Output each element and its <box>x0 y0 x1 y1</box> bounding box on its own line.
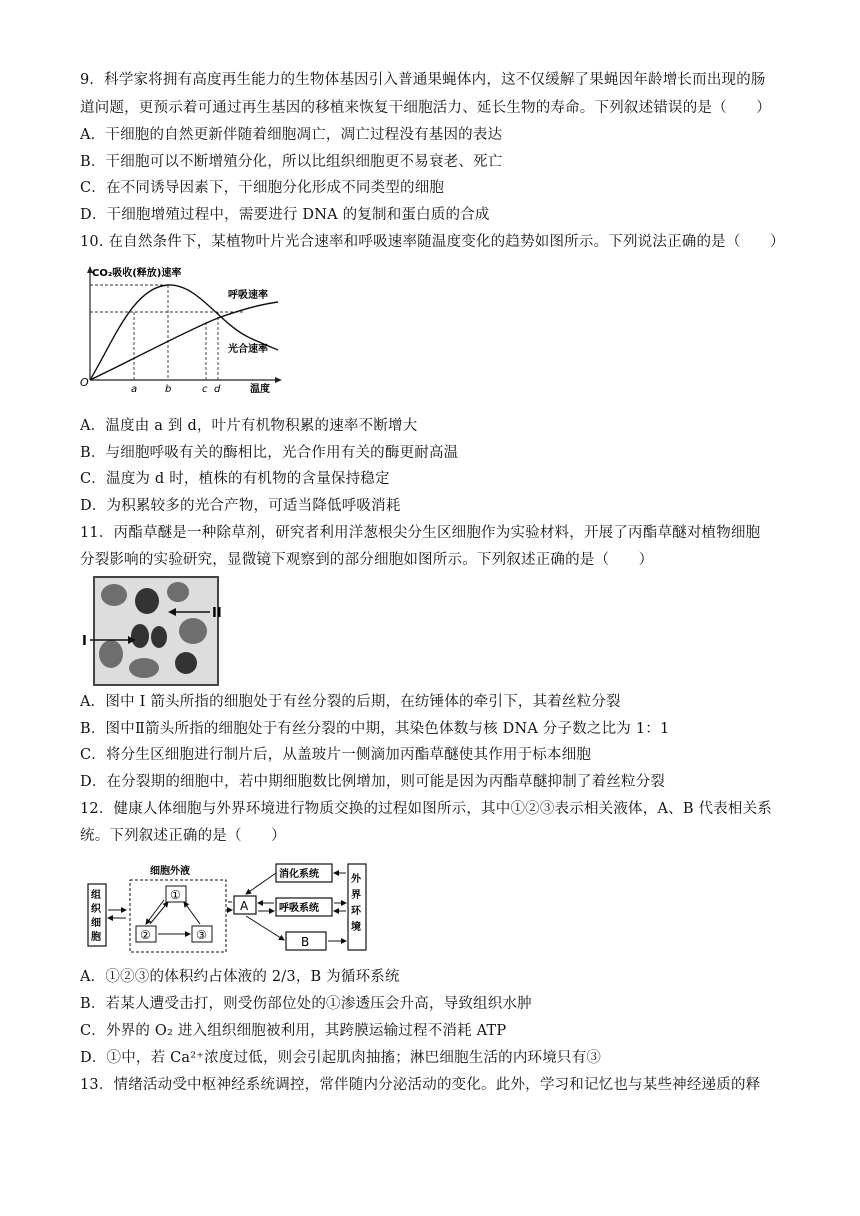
q9-option-b: B．干细胞可以不断增殖分化，所以比组织细胞更不易衰老、死亡 <box>80 154 503 170</box>
tissue-3: 细 <box>91 918 101 929</box>
q9-stem-line1: 9．科学家将拥有高度再生能力的生物体基因引入普通果蝇体内，这不仅缓解了果蝇因年龄增长而出现的肠 <box>80 72 766 88</box>
respiration-curve <box>90 302 278 380</box>
node-b: B <box>301 935 310 949</box>
q9-stem-line2: 道问题，更预示着可通过再生基因的移植来恢复干细胞活力、延长生物的寿命。下列叙述错误的是（ ） <box>80 100 771 116</box>
q12-stem-line2: 统。下列叙述正确的是（ ） <box>80 828 286 844</box>
q10-option-c: C．温度为 d 时，植株的有机物的含量保持稳定 <box>80 471 390 487</box>
x-axis-label: 温度 <box>250 384 270 395</box>
node-a: A <box>240 899 249 913</box>
q11-option-a: A．图中 I 箭头所指的细胞处于有丝分裂的后期，在纺锤体的牵引下，其着丝粒分裂 <box>80 694 621 710</box>
tick-d: d <box>214 384 221 395</box>
q12-stem-line1: 12．健康人体细胞与外界环境进行物质交换的过程如图所示，其中①②③表示相关液体，A、B 代表相关系 <box>80 801 772 817</box>
tick-b: b <box>165 384 172 395</box>
ecf-label: 细胞外液 <box>150 866 190 877</box>
q12-option-b: B．若某人遭受击打，则受伤部位处的①渗透压会升高，导致组织水肿 <box>80 996 532 1012</box>
env-1: 外 <box>351 874 361 885</box>
tick-c: c <box>202 384 208 395</box>
respiration-label: 呼吸速率 <box>228 290 268 301</box>
y-axis-label: CO₂吸收(释放)速率 <box>92 268 182 279</box>
q11-option-c: C．将分生区细胞进行制片后，从盖玻片一侧滴加丙酯草醚使其作用于标本细胞 <box>80 747 592 763</box>
env-2: 界 <box>351 890 361 901</box>
q10-stem: 10. 在自然条件下，某植物叶片光合速率和呼吸速率随温度变化的趋势如图所示。下列说法正确的是（ ） <box>80 234 785 250</box>
q12-option-d: D．①中，若 Ca²⁺浓度过低，则会引起肌肉抽搐；淋巴细胞生活的内环境只有③ <box>80 1050 602 1066</box>
fluid-3: ③ <box>196 928 207 942</box>
q11-stem-line1: 11．丙酯草醚是一种除草剂，研究者利用洋葱根尖分生区细胞作为实验材料，开展了丙酯草醚对植物细胞 <box>80 525 761 541</box>
x-axis-arrow <box>275 377 282 383</box>
tissue-2: 织 <box>91 904 101 915</box>
env-4: 境 <box>351 922 361 933</box>
q12-option-c: C．外界的 O₂ 进入组织细胞被利用，其跨膜运输过程不消耗 ATP <box>80 1023 507 1039</box>
digestive-system: 消化系统 <box>279 869 319 880</box>
q13-stem-line1: 13．情绪活动受中枢神经系统调控，常伴随内分泌活动的变化。此外，学习和记忆也与某些神经递质的释 <box>80 1077 761 1093</box>
q12-exchange-diagram <box>80 856 380 960</box>
q10-option-a: A．温度由 a 到 d，叶片有机物积累的速率不断增大 <box>80 418 418 434</box>
arrow-label-2: II <box>212 606 222 621</box>
q11-option-d: D．在分裂期的细胞中，若中期细胞数比例增加，则可能是因为丙酯草醚抑制了着丝粒分裂 <box>80 774 666 790</box>
q9-option-a: A．干细胞的自然更新伴随着细胞凋亡，凋亡过程没有基因的表达 <box>80 127 503 143</box>
q9-option-d: D．干细胞增殖过程中，需要进行 DNA 的复制和蛋白质的合成 <box>80 207 490 223</box>
arrow-label-1: I <box>82 634 87 649</box>
q10-option-b: B．与细胞呼吸有关的酶相比，光合作用有关的酶更耐高温 <box>80 445 459 461</box>
respiratory-system: 呼吸系统 <box>279 903 319 914</box>
tissue-1: 组 <box>91 890 101 901</box>
q11-option-b: B．图中Ⅱ箭头所指的细胞处于有丝分裂的中期，其染色体数与核 DNA 分子数之比为 1：1 <box>80 721 670 737</box>
q9-option-c: C．在不同诱导因素下，干细胞分化形成不同类型的细胞 <box>80 180 445 196</box>
q11-arrows <box>80 576 230 690</box>
fluid-1: ① <box>170 888 181 902</box>
q10-rate-chart <box>78 262 328 401</box>
tissue-4: 胞 <box>91 932 101 943</box>
photosynthesis-label: 光合速率 <box>228 344 268 355</box>
origin-label: O <box>80 376 89 389</box>
fluid-2: ② <box>140 928 151 942</box>
q11-stem-line2: 分裂影响的实验研究，显微镜下观察到的部分细胞如图所示。下列叙述正确的是（ ） <box>80 552 654 568</box>
env-3: 环 <box>351 906 361 917</box>
q10-option-d: D．为积累较多的光合产物，可适当降低呼吸消耗 <box>80 498 401 514</box>
q12-option-a: A．①②③的体积约占体液的 2/3，B 为循环系统 <box>80 969 400 985</box>
tick-a: a <box>131 384 138 395</box>
